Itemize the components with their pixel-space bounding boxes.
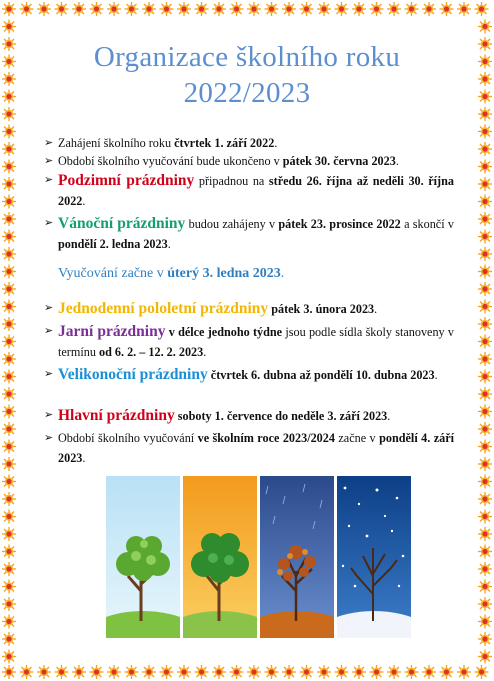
page-title: Organizace školního roku (93, 41, 401, 73)
easter-holiday-heading: Velikonoční prázdniny (58, 366, 208, 383)
school-year: 2022/2023 (183, 77, 311, 109)
bullet-arrow-icon: ➢ (44, 302, 54, 314)
bullet-arrow-icon: ➢ (44, 325, 54, 337)
autumn-holiday-heading: Podzimní prázdniny (58, 172, 195, 189)
spring-tree-image (106, 476, 180, 638)
summer-holiday-heading: Hlavní prázdniny (58, 407, 175, 424)
summer-tree-image (183, 476, 257, 638)
bullet-arrow-icon: ➢ (44, 432, 54, 444)
list-item-autumn-holiday: ➢ Podzimní prázdniny připadnou na středu 26. října až neděli 30. října 2022. (44, 172, 454, 208)
document-page (34, 26, 460, 651)
bullet-arrow-icon: ➢ (44, 368, 54, 380)
list-item-next-year-start: ➢ Období školního vyučování ve školním roce 2023/2024 začne v pondělí 4. září 2023. (44, 431, 455, 465)
bullet-arrow-icon: ➢ (44, 155, 54, 167)
bullet-arrow-icon: ➢ (44, 217, 54, 229)
list-item-school-start: ➢ Zahájení školního roku čtvrtek 1. září 2022. (44, 134, 454, 154)
list-item-summer-holiday: ➢ Hlavní prázdniny soboty 1. července do neděle 3. září 2023. (44, 407, 391, 424)
four-seasons-illustration (106, 476, 412, 638)
list-item-school-end: ➢ Období školního vyučování bude ukončeno v pátek 30. června 2023. (44, 152, 454, 172)
list-item-christmas-holiday: ➢ Vánoční prázdniny budou zahájeny v pátek 23. prosince 2022 a skončí v pondělí 2. ledna 2023. (44, 215, 454, 251)
list-item-easter-holiday: ➢ Velikonoční prázdniny čtvrtek 6. dubna až pondělí 10. dubna 2023. (44, 366, 438, 383)
bullet-arrow-icon: ➢ (44, 174, 54, 186)
bullet-arrow-icon: ➢ (44, 137, 54, 149)
classes-resume-note: Vyučování začne v úterý 3. ledna 2023. (58, 266, 285, 281)
christmas-holiday-heading: Vánoční prázdniny (58, 215, 186, 232)
autumn-tree-image (260, 476, 334, 638)
winter-tree-image (337, 476, 411, 638)
list-item-spring-holiday: ➢ Jarní prázdniny v délce jednoho týdne jsou podle sídla školy stanoveny v termínu od 6. 2. – 12. 2. 2023. (44, 323, 455, 359)
list-item-midterm-holiday: ➢ Jednodenní pololetní prázdniny pátek 3. února 2023. (44, 300, 378, 317)
bullet-arrow-icon: ➢ (44, 409, 54, 421)
spring-holiday-heading: Jarní prázdniny (58, 323, 166, 340)
midterm-holiday-heading: Jednodenní pololetní prázdniny (58, 300, 269, 317)
